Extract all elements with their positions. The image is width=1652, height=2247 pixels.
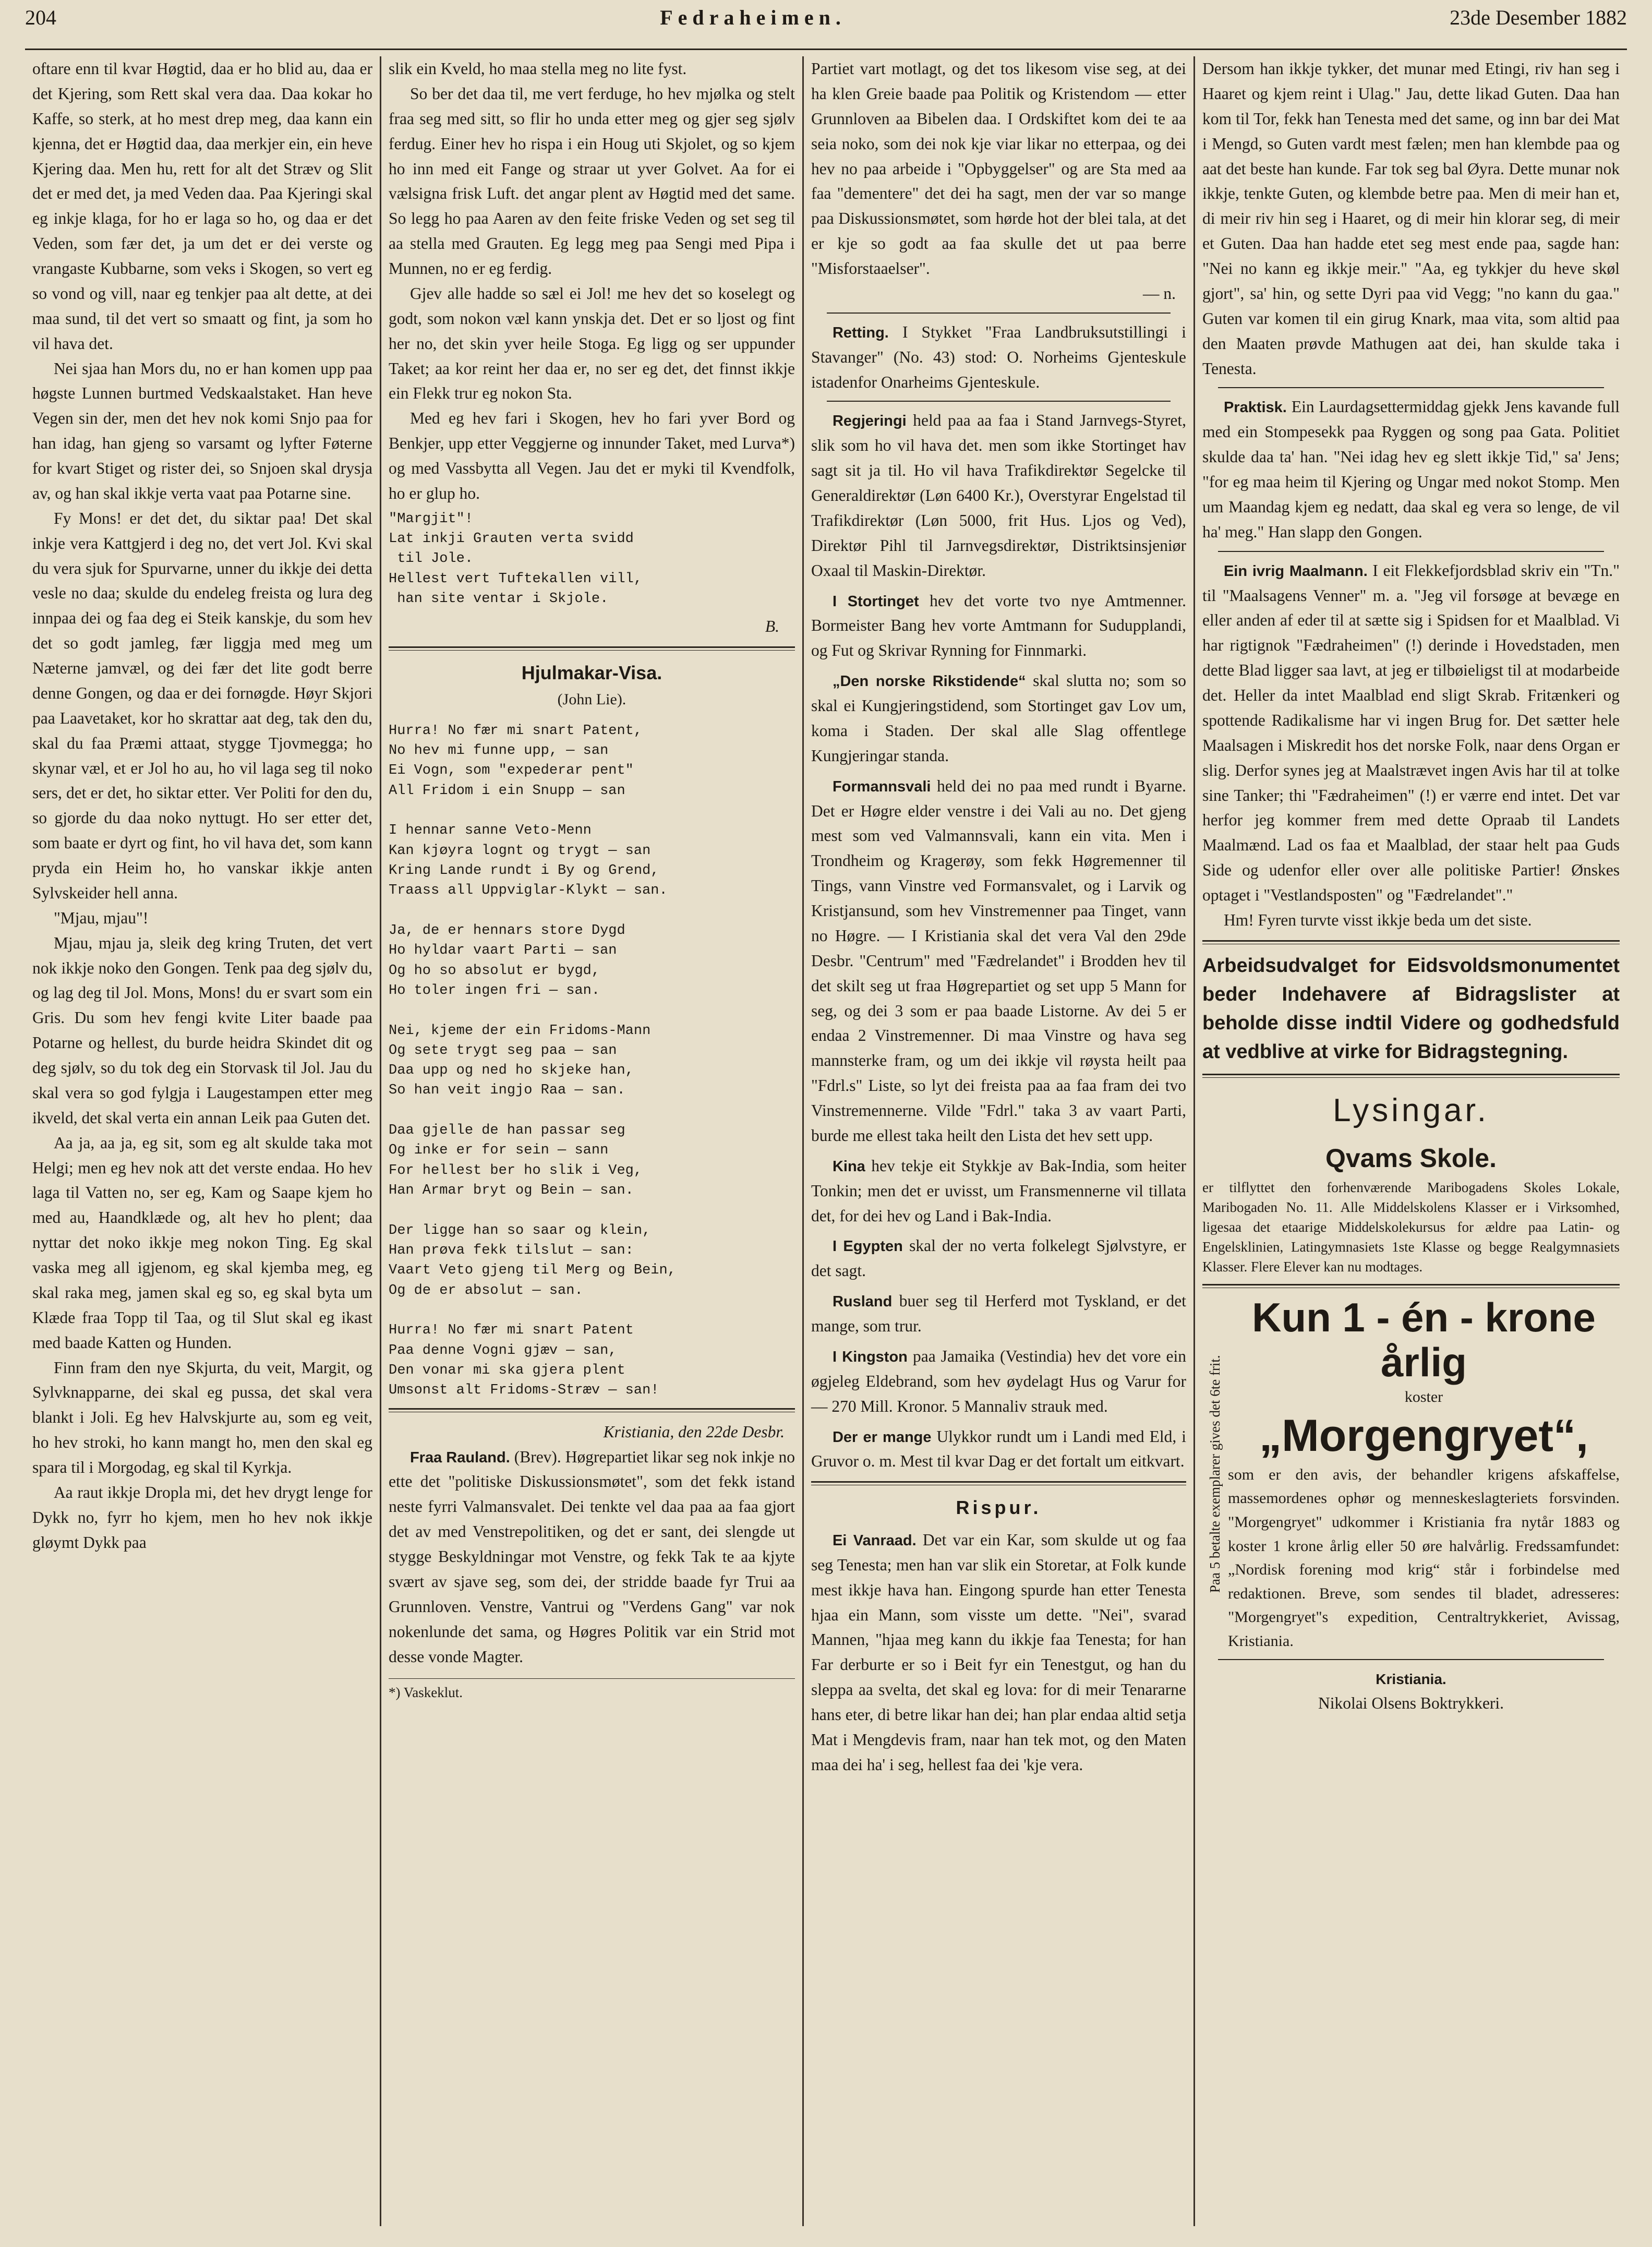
side-text: Paa 5 betalte exemplarer gives det 6te frit. [1207,1355,1223,1593]
divider [827,313,1171,314]
column-4 [1193,56,1627,2226]
poem-author: (John Lie). [557,690,626,708]
item-text: I Stykket "Fraa Landbruksutstillingi i Stavanger" (No. 43) stod: O. Norheims Gjenteskule istadenfor Onarheims Gjenteskule. [811,322,1186,391]
item-text: skal der no verta folkelegt Sjølvstyre, er det sagt. [811,1236,1187,1280]
paragraph: Finn fram den nye Skjurta, du veit, Margit, og Sylvknapparne, dei skal eg pussa, det skal vera blankt i Joli. Eg hev Halvskjurte au, som eg veit, ho hev stroki, ho kann mangt ho, men den skal eg spara til i Morgodag, eg skal til Kyrkja. [32,1358,372,1476]
ad-koster: koster [1404,1388,1443,1405]
item-text: held dei no paa med rundt i Byarne. Det er Høgre elder venstre i dei Vali au no. Det gjeng mest som ved Valmannsvali, kann ein vita. Men i Trondheim og Kragerøy, som fekk Høgremenner til Tings, vann Vinstre ved Formansvalet, og i Larvik og Kristjansund, som hev Vinstremenner paa Tinget, vann no Høgre. — I Kristiania skal det vera Val den 29de Desbr. "Centrum" med "Fædrelandet" i Brodden hev til det skilt seg ut fraa Høgrepartiet og set upp 5 Mann for seg, og dei 3 som er paa baade Listorne. Av dei 5 er endaa 2 Vinstremenner. Di maa Vinstre og hava seg mannsterke fram, og um dei ikkje vil røysta heilt paa "Fdrl.s" Liste, so lyt dei freista paa aa faa fram dei tvo Vinstremennerne. Vilde "Fdrl." taka 3 av vaart Parti, burde me ellest taka heilt den Lista det hev sett upp. [811,776,1186,1145]
column-3 [802,56,1193,2226]
item-head: Der er mange [832,1428,932,1446]
divider [389,646,795,651]
school-text: er tilflyttet den forhenværende Maribogadens Skoles Lokale, Maribogaden No. 11. Alle Middelskolens Klasser er i Virksomhed, ligesaa det etaarige Middelskolekursus for ældre paa Latin- og Engelsklinien, Latingymnasiets 1ste Klasse og begge Realgymnasiets Klasser. Flere Elever kan nu modtages. [1202,1180,1620,1275]
paragraph: Mjau, mjau ja, sleik deg kring Truten, det vert nok ikkje noko den Gongen. Tenk paa deg sjølv du, og lag deg til Jol. Mons, Mons! du er svart som ein Gris. Du som hev fengi kvite Liter baade paa Potarne og hellest, du burde heidra Skindet dit og deg sjølv, so du tok deg ein Storvask til Jol. Jau du skal vera so god fylgja i Laugestampen etter meg ikveld, det skal verta ein annan Leik paa Guten det. [32,933,372,1127]
divider [389,1408,795,1412]
divider [827,401,1171,402]
ad-price: Kun 1 - én - krone årlig [1252,1294,1596,1386]
paragraph: Fy Mons! er det det, du siktar paa! Det skal inkje vera Kattgjerd i deg no, det vert Jol. Kvi skal du vera sjuk for Spurvarne, unner du ikkje dei detta vesle no daa; skulde du endeleg freista og lura deg innpaa dei og faa deg ei Steik kanskje, du som hev det so godt jamleg, fær liggja med meg um Næterne jamvæl, og dei fær det lite godt berre denne Gongen, og daa er dei fornøgde. Høyr Skjori paa Laavetaket, kor ho skrattar aat deg, tak den du, skal du faa Præmi attaat, stygge Tjovmegga; ho skynar væl, et er Jol ho au, ho vil laga seg til noko sers, det er det, ho siktar etter. Ver Politi for den du, so gjorde du daa noko nyttugt. Ho ser etter det, som baate er dyrt og fint, ho vil hava det, som kann pryda ein Heim ho, ho vanskar ikkje anten Sylvskeider hell anna. [32,509,372,902]
signature: B. [765,617,779,636]
ad-body [1228,1295,1620,1653]
item-text: Hm! Fyren turvte visst ikkje beda um det siste. [1223,910,1532,929]
item-text: hev det vorte tvo nye Amtmenner. Bormeister Bang hev vorte Amtmann for Sudupplandi, og Fut og Skrivar Rynning for Finnmarki. [811,591,1186,660]
paragraph: So ber det daa til, me vert ferduge, ho hev mjølka og stelt fraa seg med sitt, so flir ho unda etter meg og gjer seg sjølv ferdug. Einer hev ho rispa i ein Houg uti Skjolet, og so kjem ho inn med eit Fange og straar ut yver Golvet. Aa for ei vælsigna frisk Luft. det angar plent av Høgtid med det same. So legg ho paa Aaren av den feite friske Veden og set seg til aa stella med Grauten. Eg legg meg paa Sengi med Pipa i Munnen, no er eg ferdig. [389,84,795,278]
item-text: Ein Laurdagsettermiddag gjekk Jens kavande full med ein Stompesekk paa Ryggen og song paa Gata. Politiet skulde daa ta' han. "Nei idag hev eg slett ikkje Tid," sa' Jens; "for eg maa heim til Kjering og Ungar med nokot Stomp. Men um Maandag kjem eg nedatt, daa skal eg vera so lenge, de vil ha' meg." Han slapp den Gongen. [1202,398,1620,541]
rispur-title: Rispur. [956,1497,1042,1519]
ad-text: som er den avis, der behandler krigens afskaffelse, massemordenes ophør og menneskeslagteriets forsvinden. "Morgengryet" udkommer i Kristiania fra nytår 1883 og koster 1 krone årlig eller 50 øre halvårlig. Fredssamfundet: „Nordisk forening mod krig“ står i forbindelse med redaktionen. Breve, som sendes til bladet, adresseres: "Morgengryet"s expedition, Centraltrykkeriet, Avissag, Kristiania. [1228,1465,1620,1650]
paragraph: Dersom han ikkje tykker, det munar med Etingi, riv han seg i Haaret og kjem reint i Ulag." Jau, dette likad Guten. Daa han kom til Tor, fekk han Tenesta med det same, og inn bar dei Mat i Mengd, so Guten vardt mest fælen; men han klembde paa og aat det beste han kunde. Far tok seg bal Øyra. Dette munar nok ikkje, tenkte Guten, og klembde betre paa. Men di meir han et, di meir riv hin seg i Haaret, og di meir hin klorar seg, di meir et Guten. Daa han hadde etet seg mest ende paa, sagde han: "Nei no kann eg ikkje meir." "Aa, eg tykkjer du heve skøl gjort", sa' hin, og sette Dyri paa vid Vegg; "no kann du gaa." Guten var komen til ein girug Knark, maa vita, som altid paa den Maaten prøvde Mathugen aat dei, han skulde taka i Tenesta. [1202,59,1620,378]
paper-name: Fedraheimen. [660,6,846,29]
imprint-city: Kristiania. [1376,1671,1446,1688]
item-text: held paa aa faa i Stand Jarnvegs-Styret, slik som ho vil hava det. men som ikke Stortinget hav sagt sit ja til. Ho vil hava Trafikdirektør Segelcke til Generaldirektør (Løn 6400 Kr.), Overstyrar Engelstad til Trafikdirektør (Løn 5000, frit Hus. Ljos og Ved), Direktør Pihl til Jarnvegsdirektør, Distriktsinsjeniør Oxaal til Maskin-Direktør. [811,411,1186,580]
item-head: I Kingston [832,1348,908,1365]
imprint: Nikolai Olsens Boktrykkeri. [1318,1694,1504,1713]
issue-date: 23de Desember 1882 [1450,6,1627,29]
item-text: I eit Flekkefjordsblad skriv ein "Tn." til "Maalsagens Venner" m. a. "Jeg vil forsøge at bevæge en eller anden af eder til at sætte sig i Spidsen for et Maalblad. Vi har rigtignok "Fædraheimen" (!) derinde i Hovedstaden, men dette Blad ligger saa lavt, at jeg er tilbøieligst til at modarbeide det. Heller da intet Maalblad end sligt Skrab. Fritænkeri og spottende Radikalisme har vi ingen Brug for. Det sætter hele Maalsagen i Miskredit hos det norske Folk, naar dens Organ er slig. Derfor synes jeg at Maalstrævet ingen Avis har til at tolke sine Tanker; thi "Fædraheimen" (!) er værre end intet. Det var herfor jeg kommer frem med dette Opraab til Landets Maalmænd. Lad os faa et Maalblad, der staar helt paa Guds Side og udenfor eller over alle politiske Partier! Ønskes optaget i "Vestlandsposten" og "Fædrelandet"." [1202,561,1620,904]
item-text: Ulykkor rundt um i Landi med Eld, i Gruvor o. m. Mest til kvar Dag er det fortalt um eitkvart. [811,1427,1187,1471]
item-head: I Egypten [832,1238,903,1255]
ad-paper-name: „Morgengryet“, [1259,1410,1588,1461]
item-head: Ein ivrig Maalmann. [1223,562,1368,580]
paragraph: Partiet vart motlagt, og det tos likesom vise seg, at dei ha klen Greie baade paa Politik og Kristendom — etter Grunnloven aa Bibelen daa. I Ordskiftet kom dei te aa seia noko, som dei nok kje viar likar no etterpaa, og dei hev no paa arbeide i "Opbyggelser" og are Sta med aa faa "dementere" det dei ha sagt, men der var so mange paa Diskussionsmøtet, som hørde hot der blei tala, at det er kje so godt aa faa skulle det ut paa berre "Misforstaaelser". [811,59,1186,278]
columns [25,56,1627,2226]
paragraph: Gjev alle hadde so sæl ei Jol! me hev det so koselegt og godt, som nokon væl kann ynskja det. Det er so ljost og fint her no, det skin yver heile Stoga. Eg ligg og ser uppunder Taket; aa kor reint her daa er, no ser eg det, det finnst ikkje ein Flekk trur eg nokon Sta. [389,284,795,403]
divider [1202,940,1620,944]
paragraph: Aa raut ikkje Dropla mi, det hev drygt lenge for Dykk no, fyrr ho kjem, men ho hev nok ikkje gløymt Dykk paa [32,1483,372,1552]
dateline: Kristiania, den 22de Desbr. [603,1422,785,1441]
item-text: paa Jamaika (Vestindia) hev det vore ein øgjeleg Eldebrand, som hev øydelagt Hus og Varur for — 270 Mill. Kronor. 5 Mannaliv strauk med. [811,1347,1186,1415]
item-head: Fraa Rauland. [409,1449,510,1466]
masthead [25,0,1627,50]
item-text: buer seg til Herferd mot Tyskland, er det mange, som trur. [811,1292,1186,1335]
item-text: skal slutta no; som so skal ei Kungjeringstidend, som Stortinget gav Lov um, koma i Staden. Der skal alle Slag offentlege Kungjeringar standa. [811,671,1186,765]
item-head: Praktisk. [1223,399,1287,416]
eidsvold-notice: Arbeidsudvalget for Eidsvoldsmonumentet beder Indehavere af Bidragslister at beholde disse indtil Videre og godhedsfuld at vedblive at virke for Bidragstegning. [1202,954,1620,1063]
paragraph: oftare enn til kvar Høgtid, daa er ho blid au, daa er det Kjering, som Rett skal vera daa. Daa kokar ho Kaffe, so sterk, at ho mest drep meg, daa kann ein kjenna, det er Høgtid daa, daa merkjer ein, ein heve Kjering daa. Men hu, rett for alt det Stræv og Slit det er med det, ja med Veden daa. Paa Kjeringi skal eg inkje klaga, for ho er laga so ho, og daa er det Veden, som fær det, ja um det er dei verste og vrangaste Kubbarne, som veks i Skogen, so vert eg so vond og vill, naar eg tenkjer paa alt dette, at dei maa sund, til det vert so smaatt og fint, ja som ho vil hava det. [32,59,372,353]
poem-title: Hjulmakar-Visa. [521,662,662,684]
item-head: Ei Vanraad. [832,1532,917,1549]
paragraph: Med eg hev fari i Skogen, hev ho fari yver Bord og Benkjer, upp etter Veggjerne og innunder Taket, med Lurva*) og med Vassbytta all Vegen. Jau det er myki til Kvendfolk, ho er glup ho. [389,409,795,502]
column-1 [25,56,380,2226]
page-number: 204 [25,6,56,29]
paragraph: "Mjau, mjau"! [53,908,149,927]
item-head: Formannsvali [832,778,931,795]
item-head: Kina [832,1158,865,1175]
item-head: „Den norske Rikstidende“ [832,673,1026,690]
column-2 [380,56,802,2226]
paragraph: Nei sjaa han Mors du, no er han komen upp paa høgste Lunnen burtmed Vedskaalstaket. Han heve Vegen sin der, men det hev nok komi Snjo paa for han idag, han gjeng so varsamt og lyfter Føterne for kvart Stiget og rister dei, so Snjoen skal drysja av, og han skal ikkje verta vaat paa Potarne sine. [32,359,372,502]
ads-title: Lysingar. [1333,1092,1489,1129]
school-name: Qvams Skole. [1325,1144,1497,1173]
item-head: Regjeringi [832,413,907,430]
paragraph: slik ein Kveld, ho maa stella meg no lite fyst. [389,59,687,78]
divider [1218,387,1604,388]
poem: Hurra! No fær mi snart Patent, No hev mi funne upp, — san Ei Vogn, som "expederar pent" All Fridom i ein Snupp — san I hennar sanne Veto-Menn Kan kjøyra lognt og trygt — san Kring Lande rundt i By og Grend, Traass all Uppviglar-Klykt — san. Ja, de er hennars store Dygd Ho hyldar vaart Parti — san Og ho so absolut er bygd, Ho toler ingen fri — san. Nei, kjeme der ein Fridoms-Mann Og sete trygt seg paa — san Daa upp og ned ho skjeke han, So han veit ingjo Raa — san. Daa gjelle de han passar seg Og inke er for sein — sann For hellest ber ho slik i Veg, Han Armar bryt og Bein — san. Der ligge han so saar og klein, Han prøva fekk tilslut — san: Vaart Veto gjeng til Merg og Bein, Og de er absolut — san. Hurra! No fær mi snart Patent Paa denne Vogni gjæv — san, Den vonar mi ska gjera plent Umsonst alt Fridoms-Stræv — san! [389,723,676,1399]
footnote: *) Vaskeklut. [389,1678,795,1703]
paragraph: Aa ja, aa ja, eg sit, som eg alt skulde taka mot Helgi; men eg hev nok att det verste endaa. Ho hev laga til Vatten no, ser eg, Kam og Saape kjem ho med au, Haandklæde og, alt hev ho plent; daa nyttar det noko ikkje meg nokon Ting. Eg skal vaska meg all igjenom, eg skal kjemba meg, eg skal raka meg, jamen skal eg so, eg skal byta um Klæde fraa Topp til Taa, og til Slut skal eg ikast med baade Katten og Hunden. [32,1133,372,1352]
divider [811,1481,1186,1485]
item-text: Det var ein Kar, som skulde ut og faa seg Tenesta; men han var slik ein Storetar, at Folk kunde mest ikkje hava han. Eingong spurde han etter Tenesta hjaa ein Mann, som visste um dette. "Nei", svarad Mannen, "hjaa meg kann du ikkje faa Tenesta; for han Far derburte er so i Beit fyr ein Tenestgut, og han du sleppa aa svelta, det skal eg lova: for di meir Tenararne hans eter, di betre likar han dei; han plar endaa altid setja Mat i Mengdevis fram, naar han tek mot, og den Maten maa dei ha' i seg, hellest faa dei 'kje vera. [811,1530,1186,1774]
divider [1218,551,1604,552]
divider [1202,1074,1620,1078]
item-text: hev tekje eit Stykkje av Bak-India, som heiter Tonkin; men det er uvisst, um Fransmennerne vil tillata det, for dei hev og Land i Bak-India. [811,1156,1186,1225]
item-head: Retting. [832,324,889,341]
item-head: Rusland [832,1293,893,1311]
item-text: (Brev). Høgrepartiet likar seg nok inkje no ette det "politiske Diskussionsmøtet", som det fekk istand neste fyrri Valmansvalet. Dei tenkte vel daa paa aa faa gjort det av med Venstrepolitiken, og det er sant, dei slengde ut stygge Beskyldningar mot Venstre, og fekk Tak te aa kjyte svært av sjave seg, som dei, der stridde baade fyr Trui aa Grunnloven. Venstre, Vantrui og "Verdens Gang" var nok nokenlunde det sama, og Høgres Politik var ein Strid mot desse vonde Magter. [389,1447,795,1666]
morgengryet-ad [1202,1295,1620,1653]
divider [1202,1284,1620,1288]
signature: — n. [1143,284,1176,303]
verse: "Margjit"! Lat inkji Grauten verta svidd til Jole. Hellest vert Tuftekallen vill, han site ventar i Skjole. [389,511,643,607]
divider [1218,1659,1604,1660]
item-head: I Stortinget [832,593,919,610]
